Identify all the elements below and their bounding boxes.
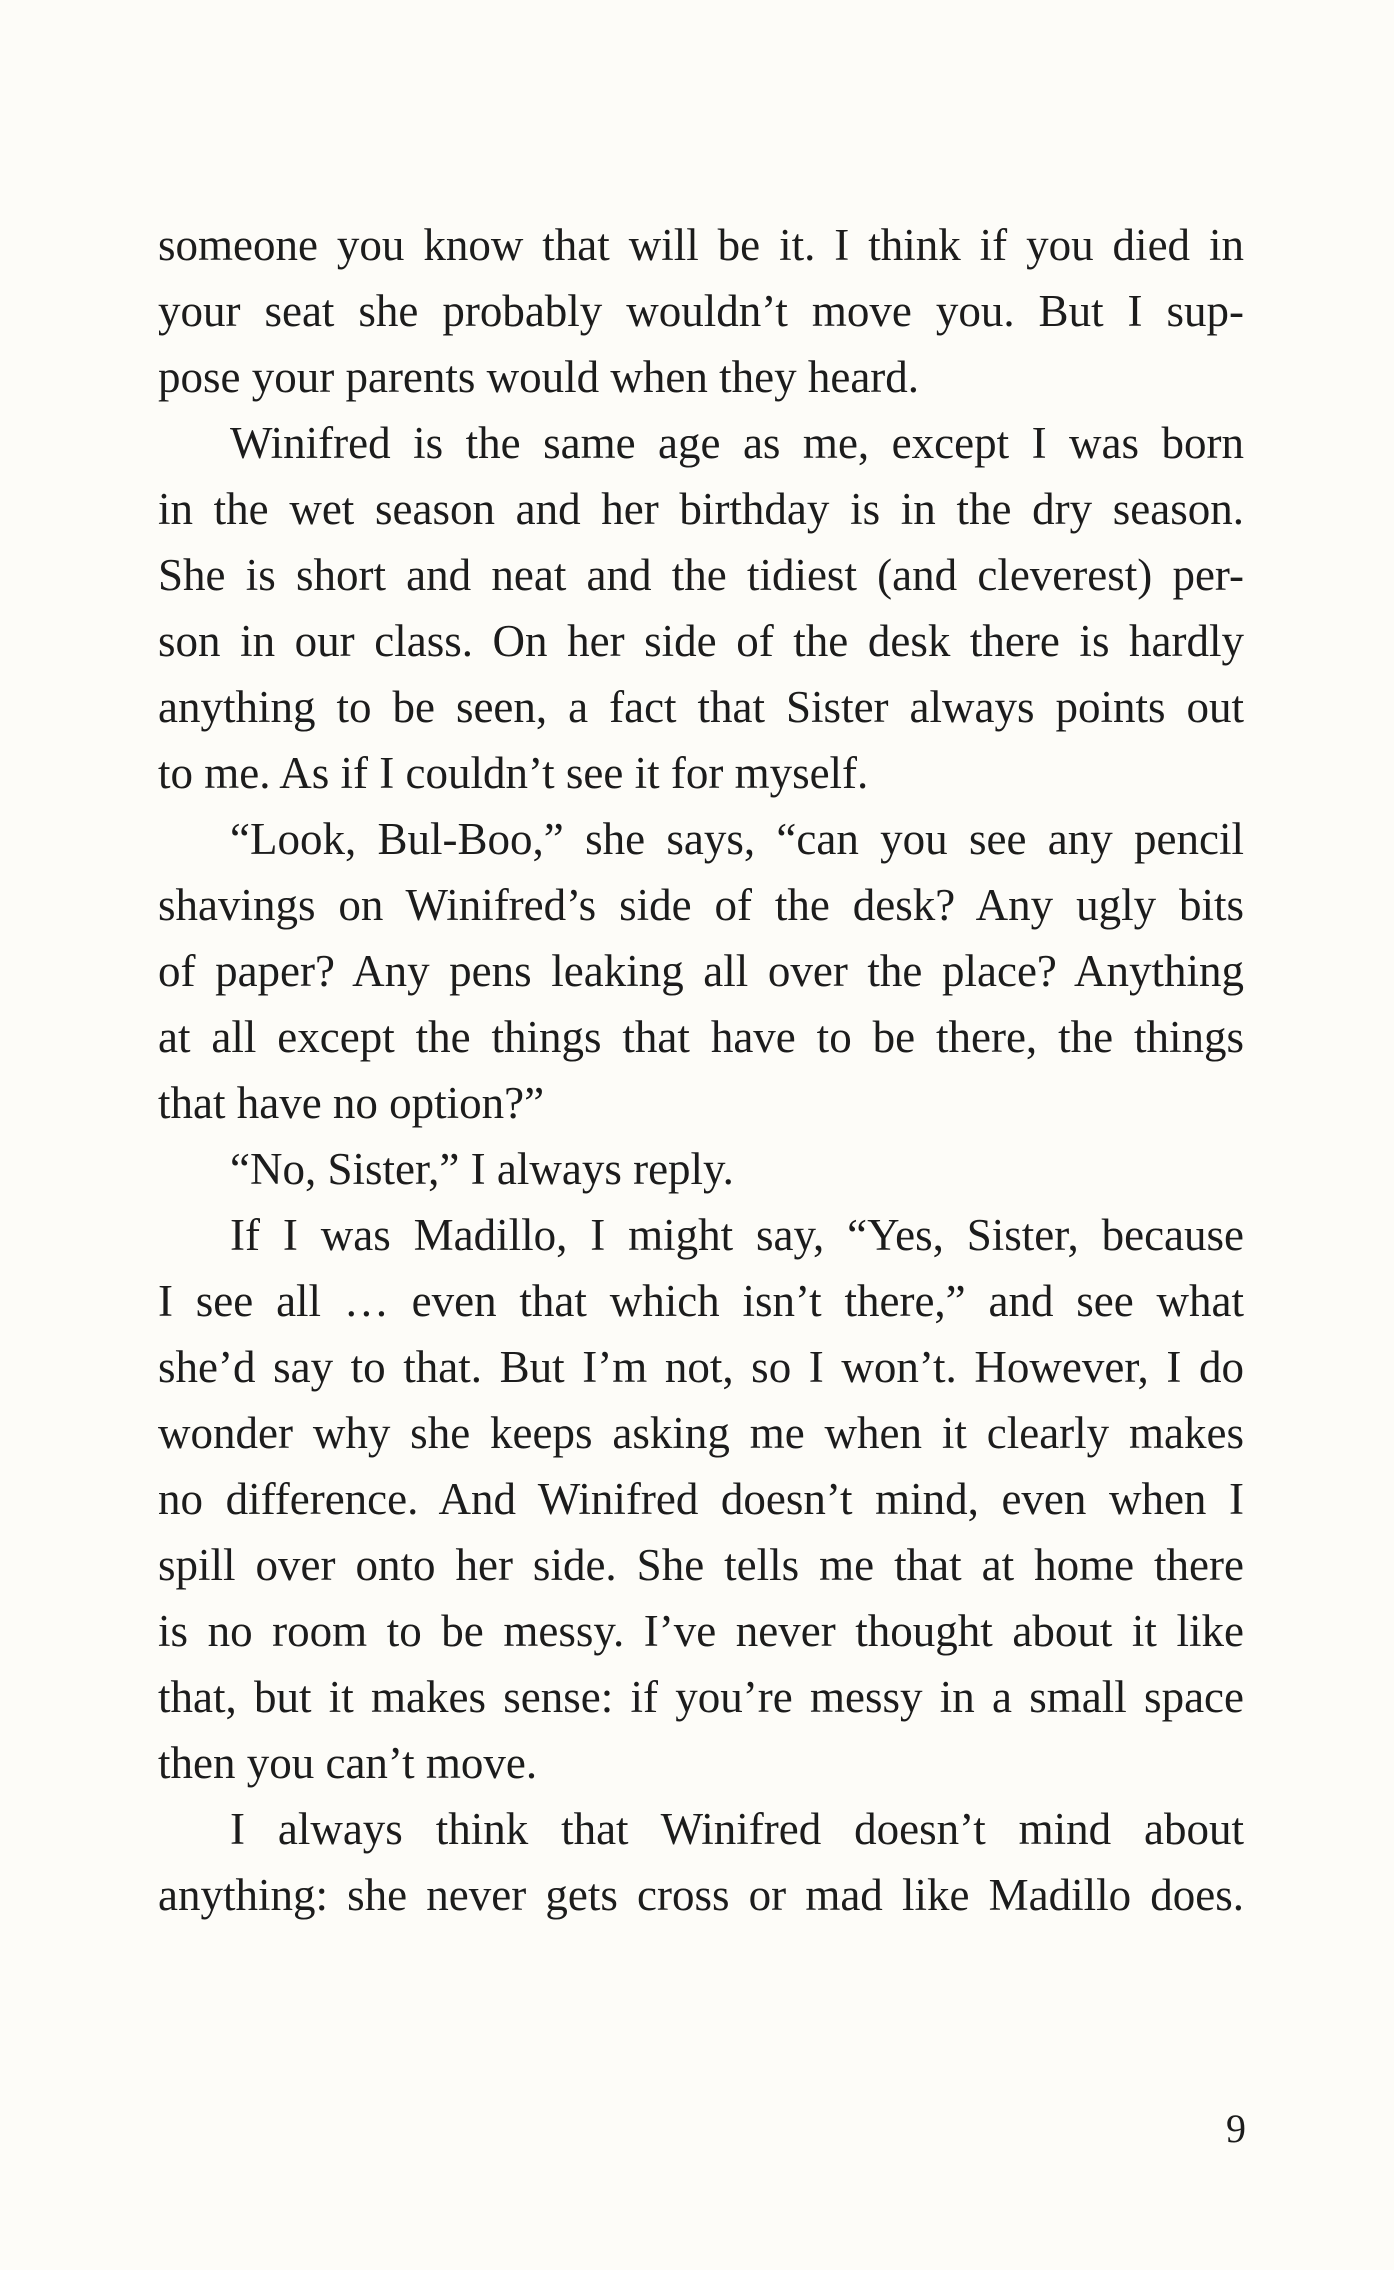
text-line: is no room to be messy. I’ve never thought about it like — [158, 1606, 1244, 1656]
text-line: son in our class. On her side of the desk there is hardly — [158, 616, 1244, 666]
text-line: pose your parents would when they heard. — [158, 352, 920, 402]
text-line: no difference. And Winifred doesn’t mind, even when I — [158, 1474, 1244, 1524]
text-line: “No, Sister,” I always reply. — [230, 1144, 734, 1194]
text-line: in the wet season and her birthday is in the dry season. — [158, 484, 1244, 534]
text-line: “Look, Bul-Boo,” she says, “can you see any pencil — [230, 814, 1244, 864]
text-line: I see all … even that which isn’t there,” and see what — [158, 1276, 1244, 1326]
text-line: spill over onto her side. She tells me that at home there — [158, 1540, 1244, 1590]
text-line: of paper? Any pens leaking all over the place? Anything — [158, 946, 1244, 996]
text-line: If I was Madillo, I might say, “Yes, Sister, because — [230, 1210, 1244, 1260]
text-line: wonder why she keeps asking me when it clearly makes — [158, 1408, 1244, 1458]
body-text — [158, 212, 1244, 1928]
text-line: someone you know that will be it. I think if you died in — [158, 220, 1244, 270]
text-line: then you can’t move. — [158, 1738, 538, 1788]
text-line: that, but it makes sense: if you’re messy in a small space — [158, 1672, 1244, 1722]
text-line: your seat she probably wouldn’t move you. But I sup- — [158, 286, 1244, 336]
text-line: I always think that Winifred doesn’t mind about — [230, 1804, 1244, 1854]
text-line: Winifred is the same age as me, except I was born — [230, 418, 1244, 468]
text-line: that have no option?” — [158, 1078, 545, 1128]
text-line: anything: she never gets cross or mad like Madillo does. — [158, 1870, 1244, 1920]
text-line: She is short and neat and the tidiest (and cleverest) per- — [158, 550, 1244, 600]
text-line: to me. As if I couldn’t see it for myself. — [158, 748, 869, 798]
page-number: 9 — [1226, 2106, 1246, 2151]
text-line: shavings on Winifred’s side of the desk? Any ugly bits — [158, 880, 1244, 930]
text-line: she’d say to that. But I’m not, so I won’t. However, I do — [158, 1342, 1244, 1392]
text-line: at all except the things that have to be there, the things — [158, 1012, 1244, 1062]
text-line: anything to be seen, a fact that Sister always points out — [158, 682, 1244, 732]
